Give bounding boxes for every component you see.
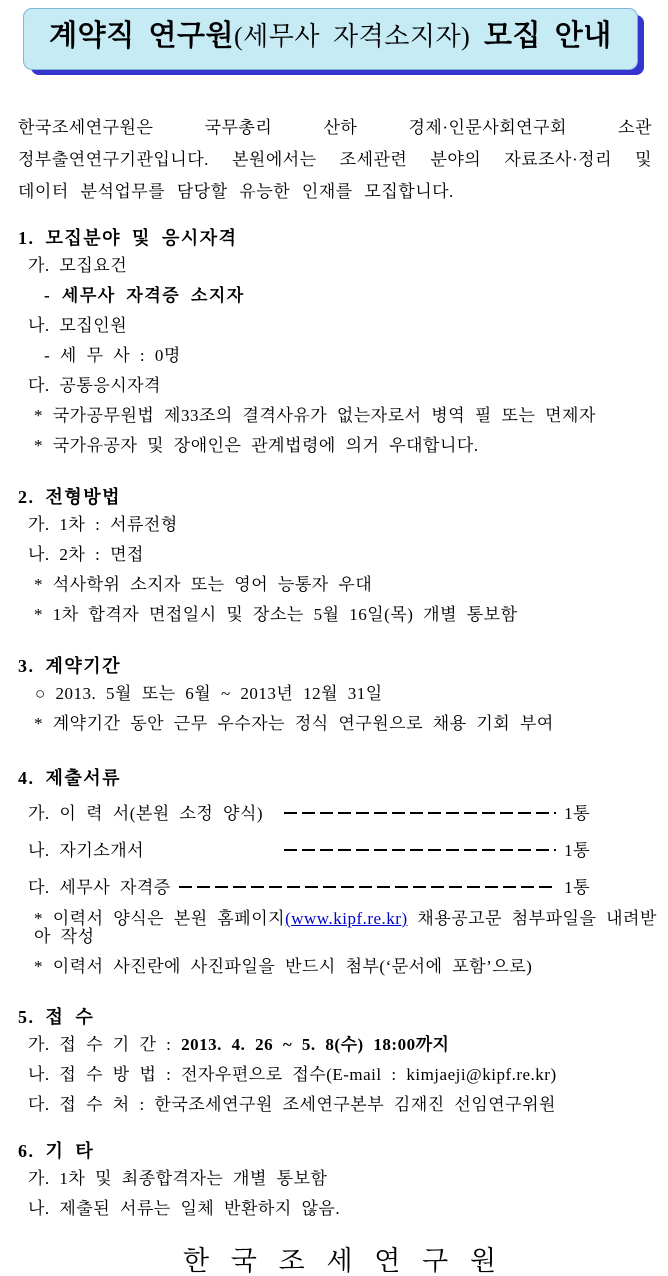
document-row-resume [28, 799, 590, 824]
application-contact: 다. 접 수 처 : 한국조세연구원 조세연구본부 김재진 선임연구위원 [28, 1095, 556, 1114]
document-row-cover-letter [28, 836, 590, 861]
section-recruitment-fields [18, 229, 664, 455]
recruit-headcount-label: 나. 모집인원 [28, 316, 128, 335]
contract-period-note: * 계약기간 동안 근무 우수자는 정식 연구원으로 채용 기회 부여 [34, 714, 554, 733]
dash-leader [179, 886, 556, 888]
homepage-link[interactable]: (www.kipf.re.kr) [285, 909, 408, 928]
section-1-heading: 1. 모집분야 및 응시자격 [18, 228, 238, 248]
common-eligibility-label: 다. 공통응시자격 [28, 376, 161, 395]
section-6-heading: 6. 기 타 [18, 1141, 95, 1161]
others-note-1: 가. 1차 및 최종합격자는 개별 통보함 [28, 1169, 328, 1188]
section-others [18, 1142, 664, 1218]
title-main: 계약직 연구원 [49, 20, 235, 52]
section-4-heading: 4. 제출서류 [18, 768, 122, 788]
recruit-requirement-label: 가. 모집요건 [28, 256, 128, 275]
contract-period-value: ○ 2013. 5월 또는 6월 ~ 2013년 12월 31일 [35, 684, 383, 703]
section-selection-method [18, 488, 664, 624]
document-label: 다. 세무사 자격증 [28, 878, 171, 897]
footer-org-name: 한 국 조 세 연 구 원 [182, 1246, 500, 1276]
section-5-heading: 5. 접 수 [18, 1007, 95, 1027]
document-label: 가. 이 력 서(본원 소정 양식) [28, 804, 264, 823]
documents-note-1 [34, 910, 664, 946]
title-suffix: 모집 안내 [470, 20, 612, 52]
dash-leader [284, 812, 556, 814]
eligibility-note-2: * 국가유공자 및 장애인은 관계법령에 의거 우대합니다. [34, 436, 479, 455]
documents-note-2: * 이력서 사진란에 사진파일을 반드시 첨부(‘문서에 포함’으로) [34, 957, 533, 976]
document-label: 나. 자기소개서 [28, 841, 145, 860]
document-row-certificate [28, 873, 590, 898]
documents-note-1-prefix: * 이력서 양식은 본원 홈페이지 [34, 909, 286, 928]
selection-step-1: 가. 1차 : 서류전형 [28, 515, 178, 534]
documents-note-1-suffix: 채용공고문 첨부파일을 내려받아 작성 [34, 909, 657, 946]
section-contract-period [18, 657, 664, 733]
title-banner [23, 8, 638, 70]
application-period-value: 2013. 4. 26 ~ 5. 8(수) 18:00까지 [181, 1035, 450, 1054]
document-count: 1통 [564, 841, 590, 860]
section-2-heading: 2. 전형방법 [18, 487, 122, 507]
section-documents [18, 769, 664, 976]
title-parenthetical: (세무사 자격소지자) [234, 22, 471, 51]
document-count: 1통 [564, 878, 590, 897]
dash-leader [284, 849, 556, 851]
selection-note-2: * 1차 합격자 면접일시 및 장소는 5월 16일(목) 개별 통보함 [34, 605, 518, 624]
selection-note-1: * 석사학위 소지자 또는 영어 능통자 우대 [34, 575, 373, 594]
eligibility-note-1: * 국가공무원법 제33조의 결격사유가 없는자로서 병역 필 또는 면제자 [34, 406, 596, 425]
recruit-requirement-detail: - 세무사 자격증 소지자 [44, 286, 245, 305]
section-application [18, 1008, 664, 1114]
application-method: 나. 접 수 방 법 : 전자우편으로 접수(E-mail : kimjaeji@kipf.re.kr) [28, 1065, 557, 1084]
selection-step-2: 나. 2차 : 면접 [28, 545, 144, 564]
application-period-label: 가. 접 수 기 간 : [28, 1035, 182, 1054]
intro-paragraph: 한국조세연구원은 국무총리 산하 경제·인문사회연구회 소관 정부출연연구기관입니다. 본원에서는 조세관련 분야의 자료조사·정리 및 데이터 분석업무를 담당할 유능한 인재를 모집합니다. [18, 118, 652, 201]
document-count: 1통 [564, 804, 590, 823]
others-note-2: 나. 제출된 서류는 일체 반환하지 않음. [28, 1199, 341, 1218]
application-period [28, 1036, 664, 1054]
section-3-heading: 3. 계약기간 [18, 656, 122, 676]
recruit-headcount-detail: - 세 무 사 : 0명 [44, 346, 181, 365]
